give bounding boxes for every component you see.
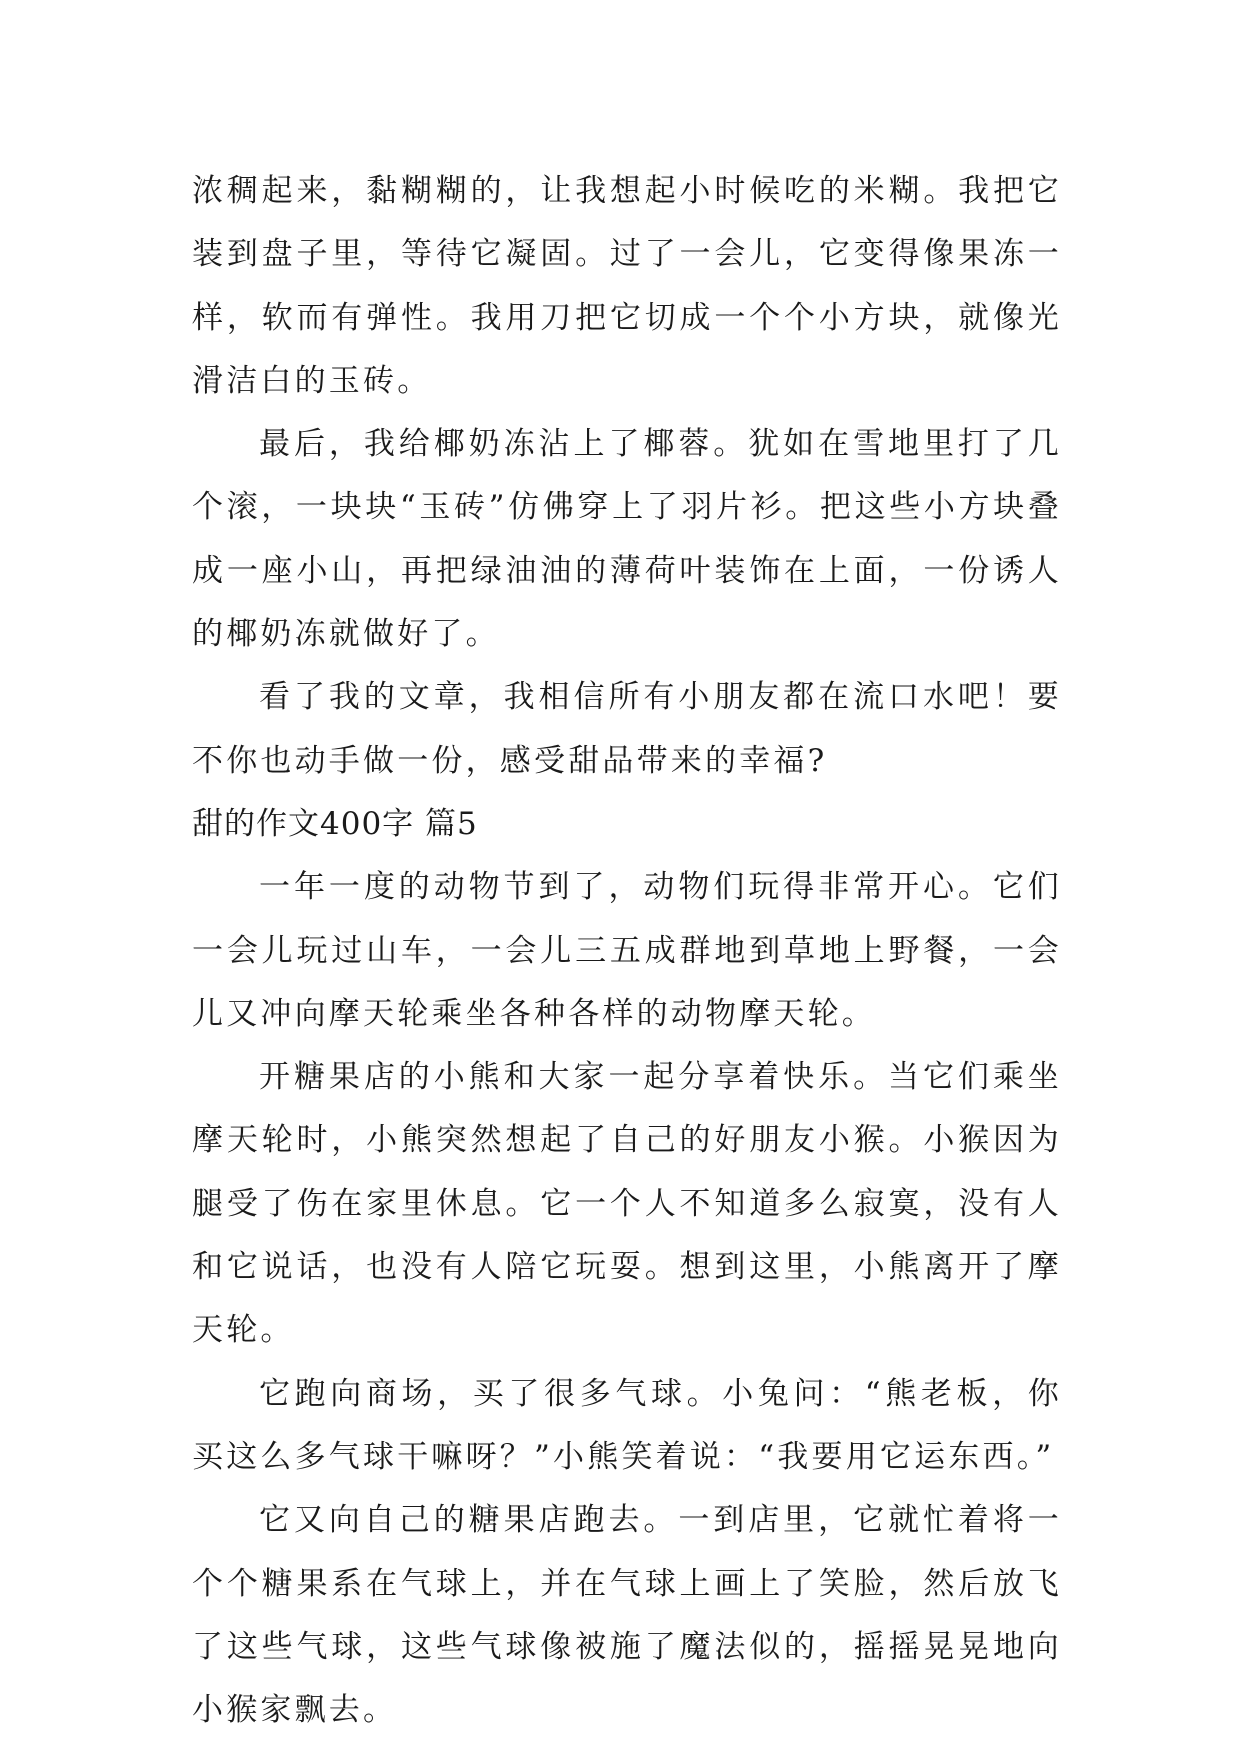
section-heading: 甜的作文400字 篇5 [192,805,478,842]
paragraph: 浓稠起来，黏糊糊的，让我想起小时候吃的米糊。我把它装到盘子里，等待它凝固。过了一会儿，它变得像果冻一样，软而有弹性。我用刀把它切成一个个小方块，就像光滑洁白的玉砖。 [192,173,1062,399]
paragraph: 它又向自己的糖果店跑去。一到店里，它就忙着将一个个糖果系在气球上，并在气球上画上了笑脸，然后放飞了这些气球，这些气球像被施了魔法似的，摇摇晃晃地向小猴家飘去。 [192,1502,1062,1729]
paragraph: 开糖果店的小熊和大家一起分享着快乐。当它们乘坐摩天轮时，小熊突然想起了自己的好朋友小猴。小猴因为腿受了伤在家里休息。它一个人不知道多么寂寞，没有人和它说话，也没有人陪它玩耍。想到这里，小熊离开了摩天轮。 [192,1059,1062,1349]
paragraph: 一年一度的动物节到了，动物们玩得非常开心。它们一会儿玩过山车，一会儿三五成群地到草地上野餐，一会儿又冲向摩天轮乘坐各种各样的动物摩天轮。 [192,869,1062,1032]
paragraph: 最后，我给椰奶冻沾上了椰蓉。犹如在雪地里打了几个滚，一块块“玉砖”仿佛穿上了羽片衫。把这些小方块叠成一座小山，再把绿油油的薄荷叶装饰在上面，一份诱人的椰奶冻就做好了。 [192,426,1062,653]
paragraph: 看了我的文章，我相信所有小朋友都在流口水吧！要不你也动手做一份，感受甜品带来的幸福? [192,679,1062,779]
paragraph: 它跑向商场，买了很多气球。小兔问：“熊老板，你买这么多气球干嘛呀？”小熊笑着说：“我要用它运东西。” [192,1375,1062,1475]
document-body [192,160,1062,1742]
